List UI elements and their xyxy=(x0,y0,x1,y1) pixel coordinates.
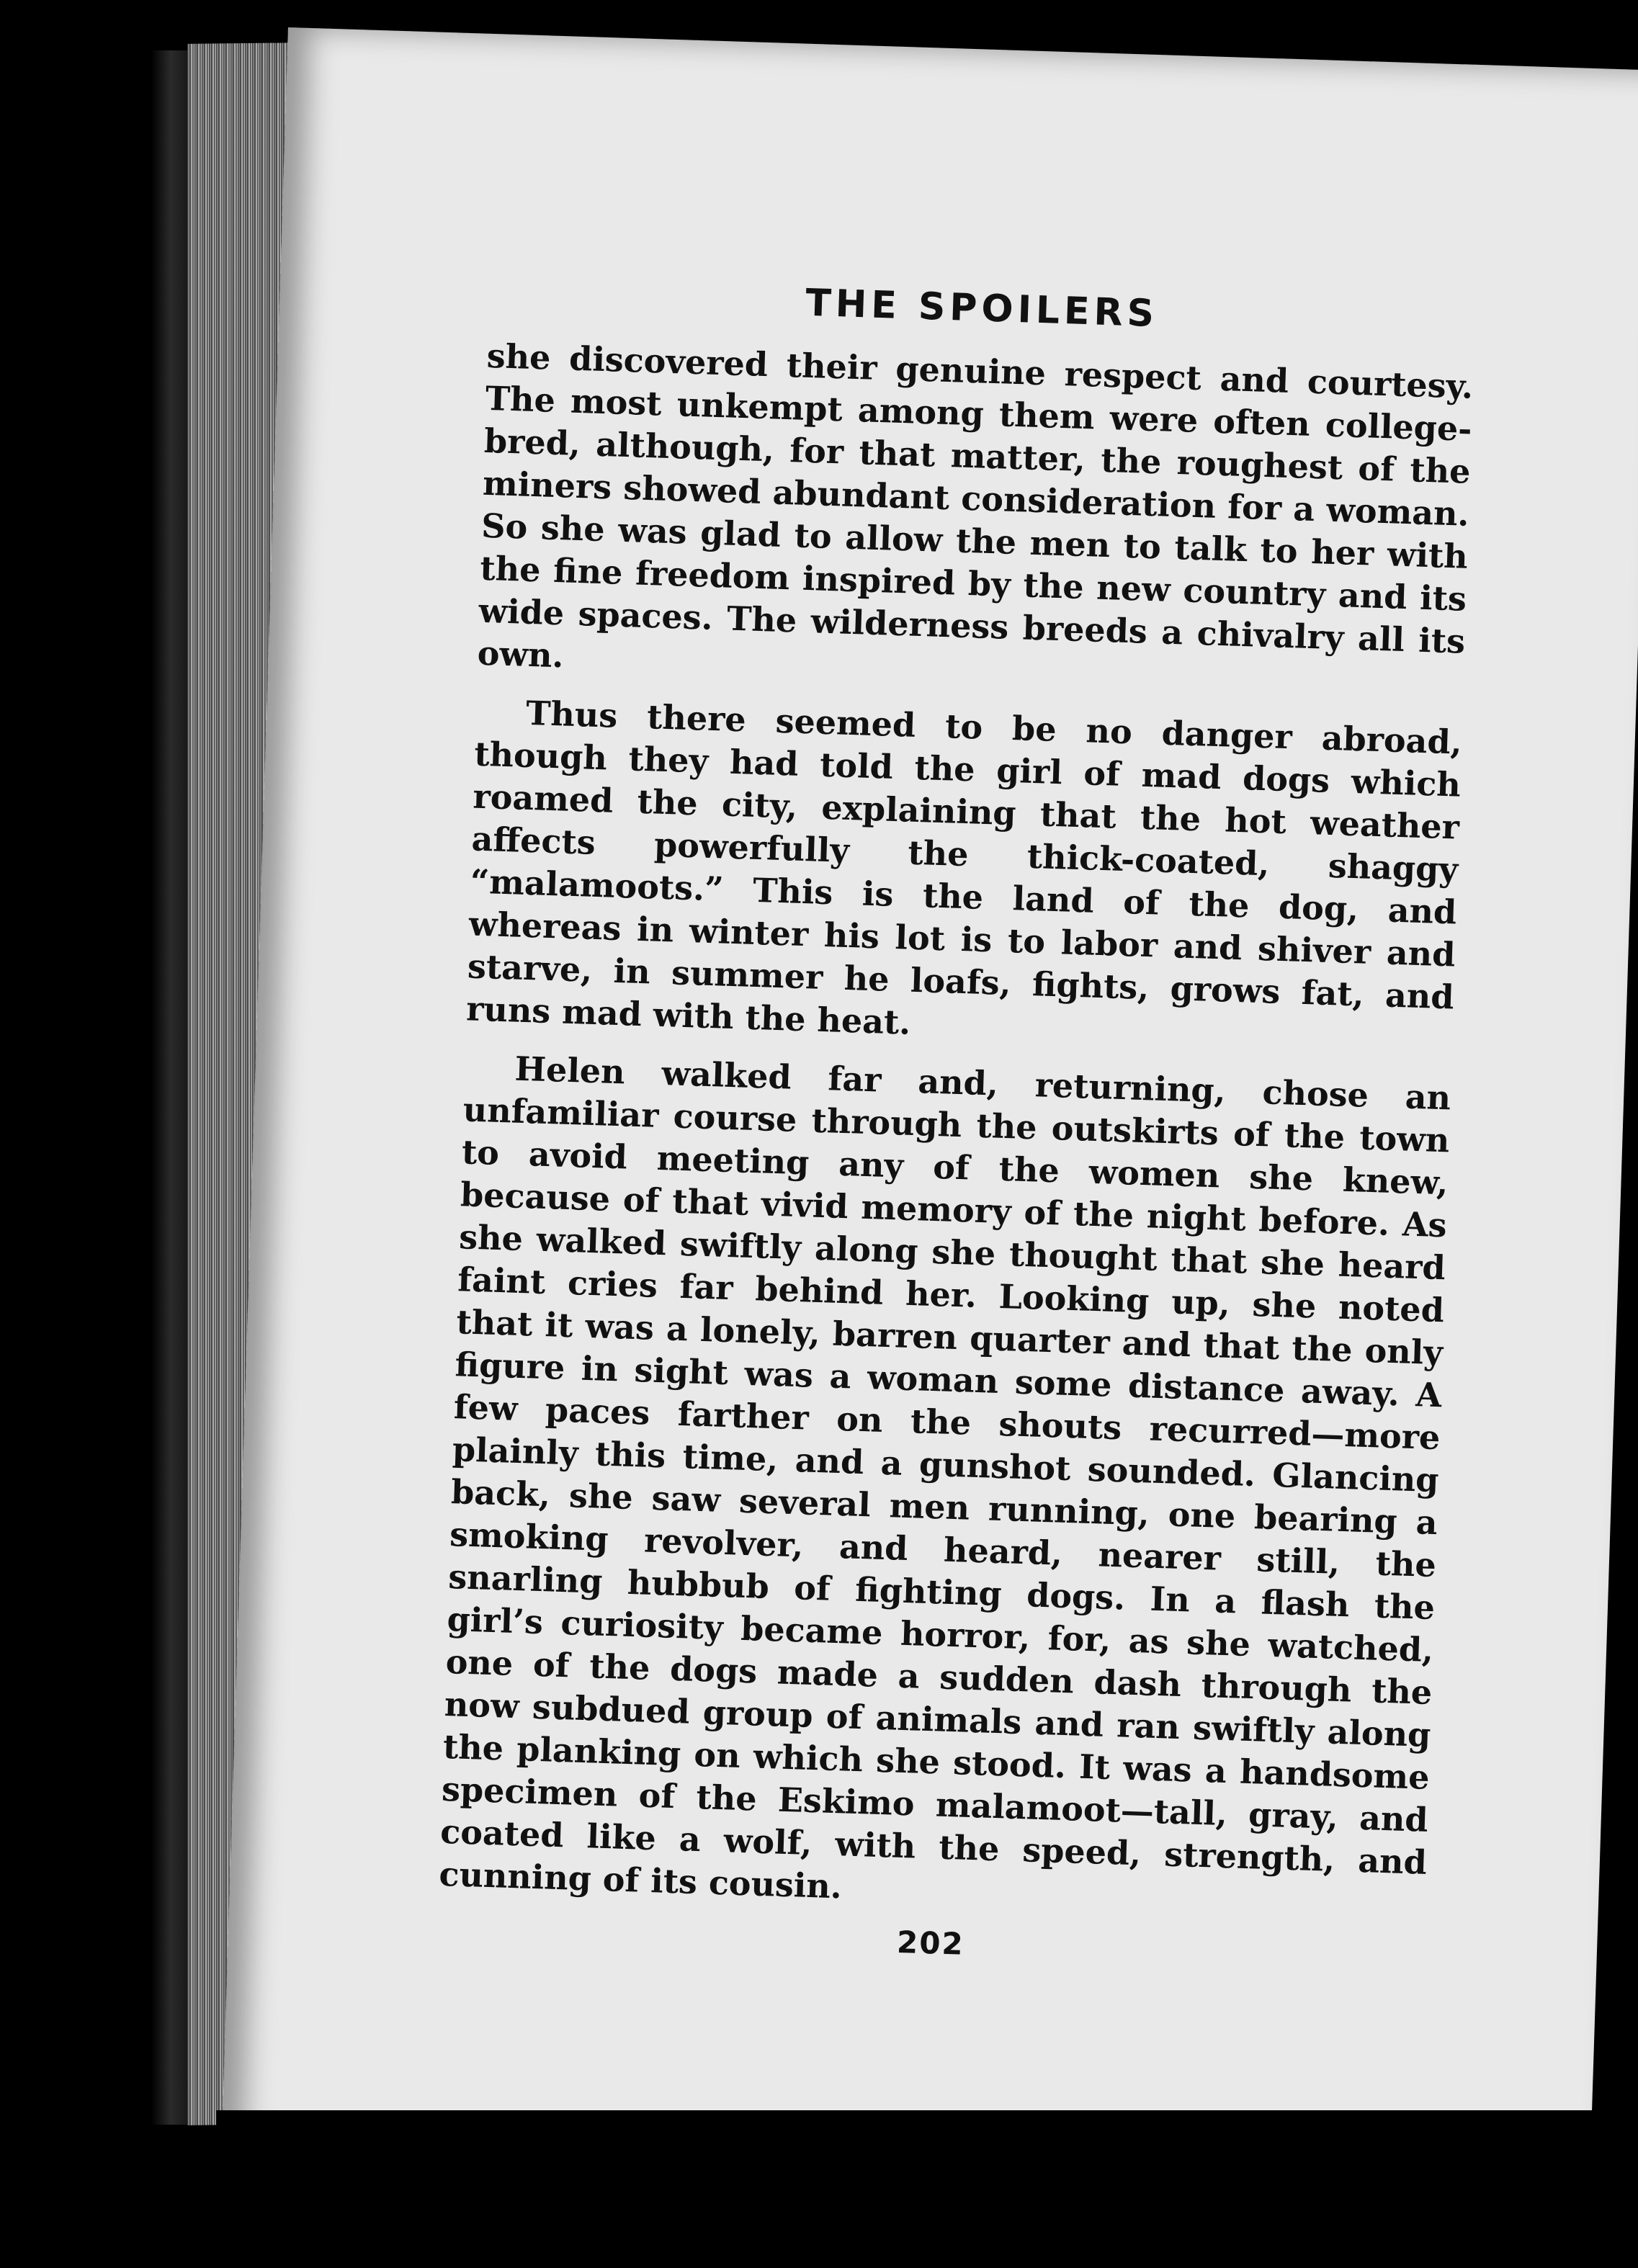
paragraph-2: Thus there seemed to be no danger abroad, though they had told the girl of mad dogs which roamed the city, explaining that the hot weather affects powerfully the thick-coated, shaggy “malamoots.” This is the land of the dog, and whereas in winter his lot is to labor and shiver and starve, in summer he loafs, fights, grows fat, and runs mad with the heat. xyxy=(465,693,1463,1042)
paragraph-1: she discovered their genuine respect and courtesy. The most unkempt among them were often college-bred, although, for that matter, the roughest of the miners showed abundant consideration for a woman. So she was glad to allow the men to talk to her with the fine freedom inspired by the new country and its wide spaces. The wilderness breeds a chivalry all its own. xyxy=(476,336,1474,676)
page-text-block xyxy=(437,272,1475,1976)
running-head: THE SPOILERS xyxy=(805,281,1159,336)
bottom-border xyxy=(216,2110,1638,2268)
book-page xyxy=(220,27,1638,2215)
page-number: 202 xyxy=(896,1924,965,1962)
paragraph-3: Helen walked far and, returning, chose an unfamiliar course through the outskirts of the town to avoid meeting any of the women she knew, because of that vivid memory of the night before. As she walked swiftly along she thought that she heard faint cries far behind her. Looking up, she noted that it was a lonely, barren quarter and that the only figure in sight was a woman some distance away. A few paces farther on the shouts recurred—more plainly this time, and a gunshot sounded. Glancing back, she saw several men running, one bearing a smoking revolver, and heard, nearer still, the snarling hubbub of fighting dogs. In a flash the girl’s curiosity became horror, for, as she watched, one of the dogs made a sudden dash through the now subdued group of animals and ran swiftly along the planking on which she stood. It was a handsome specimen of the Eskimo malamoot—tall, gray, and coated like a wolf, with the speed, strength, and cunning of its cousin. xyxy=(438,1049,1451,1906)
